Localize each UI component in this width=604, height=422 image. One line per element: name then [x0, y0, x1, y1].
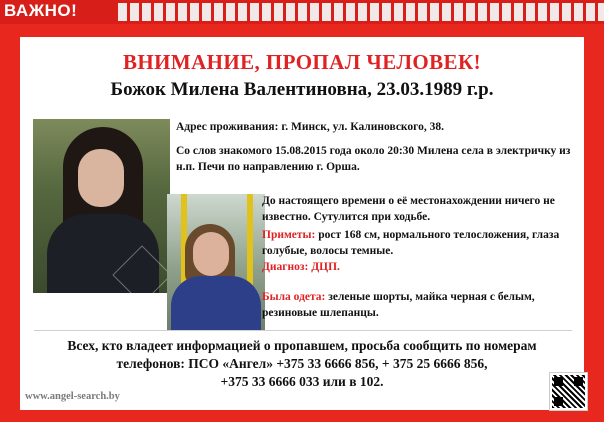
- missing-person-photo-2: [167, 194, 265, 331]
- address-text: Адрес проживания: г. Минск, ул. Калиновского, 38.: [176, 121, 444, 133]
- diagnosis-text: Диагноз: ДЦП.: [262, 261, 340, 273]
- clothing-value: зеленые шорты, майка черная с белым, резиновые шлепанцы.: [262, 291, 535, 319]
- last-seen-text: Со слов знакомого 15.08.2015 года около 20:30 Милена села в электричку из н.п. Печи по направлению г. Орша.: [176, 145, 571, 173]
- missing-person-photo-1: [33, 119, 170, 293]
- footer-line-1: Всех, кто владеет информацией о пропавшем, просьба сообщить по номерам: [67, 338, 537, 353]
- website-link[interactable]: www.angel-search.by: [25, 391, 120, 402]
- clothing-label: Была одета:: [262, 291, 326, 303]
- qr-code-icon: [550, 373, 587, 410]
- poster-headline: ВНИМАНИЕ, ПРОПАЛ ЧЕЛОВЕК!: [123, 50, 481, 74]
- missing-person-name: Божок Милена Валентиновна, 23.03.1989 г.р.: [110, 79, 494, 100]
- top-banner: [0, 0, 604, 24]
- signs-value: рост 168 см, нормального телосложения, глаза голубые, волосы темные.: [262, 229, 560, 257]
- poster-panel: [20, 37, 584, 410]
- status-text: До настоящего времени о её местонахождении ничего не известно. Сутулится при ходьбе.: [262, 195, 555, 223]
- footer-line-3: +375 33 6666 033 или в 102.: [220, 374, 384, 389]
- clothing-text: [262, 289, 580, 321]
- banner-tag: ВАЖНО!: [4, 1, 78, 20]
- signs-label: Приметы:: [262, 229, 316, 241]
- banner-stripes: [118, 3, 604, 21]
- footer-line-2: телефонов: ПСО «Ангел» +375 33 6666 856, + 375 25 6666 856,: [116, 356, 488, 371]
- contact-footer: [20, 337, 584, 391]
- signs-text: [262, 227, 580, 259]
- divider: [34, 330, 572, 331]
